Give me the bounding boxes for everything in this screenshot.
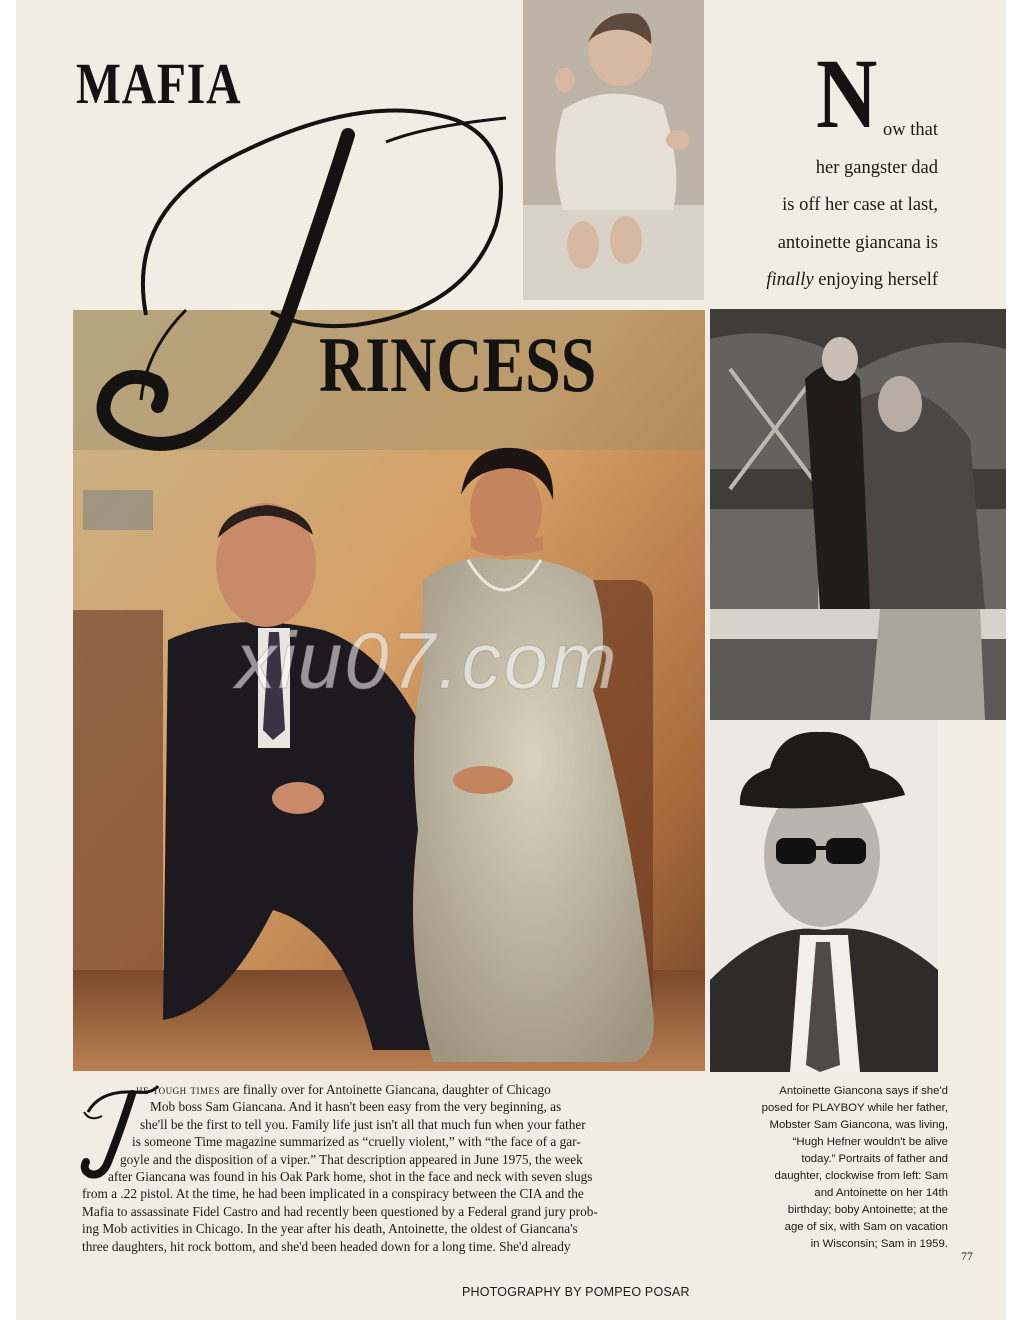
caption-line: “Hugh Hefner wouldn't be alive: [792, 1136, 948, 1148]
body-line: three daughters, hit rock bottom, and she'd been headed down for a long time. She'd already: [82, 1238, 571, 1254]
sam-1959-photo: [710, 720, 938, 1072]
caption-line: Antoinette Giancona says if she'd: [779, 1085, 948, 1097]
dek-line: is off her case at last,: [782, 195, 938, 215]
body-line: goyle and the disposition of a viper.” That description appeared in June 1975, the week: [120, 1151, 583, 1167]
body-line: Mafia to assassinate Fidel Castro and had recently been questioned by a Federal grand jury prob-: [82, 1203, 598, 1219]
photo-caption: [738, 1083, 948, 1253]
photography-credit: PHOTOGRAPHY BY POMPEO POSAR: [462, 1285, 690, 1299]
magazine-page: [16, 0, 1006, 1320]
dek: [726, 56, 938, 300]
caption-line: birthday; boby Antoinette; at the: [787, 1204, 948, 1216]
headline-princess: RINCESS: [319, 321, 597, 408]
caption-line: today.” Portraits of father and: [801, 1153, 948, 1165]
body-line: from a .22 pistol. At the time, he had been implicated in a conspiracy between the CIA and the: [82, 1186, 584, 1202]
body-line: after Giancana was found in his Oak Park home, shot in the face and neck with seven slugs: [108, 1169, 593, 1185]
caption-line: in Wisconsin; Sam in 1959.: [810, 1238, 948, 1250]
caption-line: daughter, clockwise from left: Sam: [774, 1170, 948, 1182]
vacation-photo-father-child: [710, 309, 1006, 720]
body-line: is someone Time magazine summarized as “cruelly violent,” with “the face of a gar-: [132, 1134, 581, 1150]
body-line: he tough times are finally over for Antoinette Giancana, daughter of Chicago: [136, 1082, 551, 1097]
dek-line: antoinette giancana is: [777, 232, 938, 253]
headline-mafia: MAFIA: [76, 51, 242, 116]
caption-line: age of six, with Sam on vacation: [784, 1221, 948, 1233]
article-body: [82, 1081, 710, 1255]
caption-line: Mobster Sam Giancona, was living,: [769, 1119, 948, 1131]
watermark: xiu07.com: [236, 616, 619, 705]
dek-drop-cap: N: [816, 38, 878, 149]
body-line: she'll be the first to tell you. Family life just isn't all that much fun when your father: [140, 1116, 586, 1132]
dek-line: her gangster dad: [815, 157, 938, 178]
body-line: Mob boss Sam Giancana. And it hasn't been easy from the very beginning, as: [150, 1099, 562, 1115]
page-number: 77: [961, 1249, 973, 1263]
baby-photo: [523, 0, 704, 300]
body-line: ing Mob activities in Chicago. In the year after his death, Antoinette, the oldest of Giancana's: [82, 1221, 578, 1237]
dek-line: finally enjoying herself: [766, 270, 938, 290]
caption-line: posed for PLAYBOY while her father,: [761, 1102, 948, 1114]
caption-line: and Antoinette on her 14th: [814, 1187, 948, 1199]
dek-line: ow that: [883, 120, 938, 140]
